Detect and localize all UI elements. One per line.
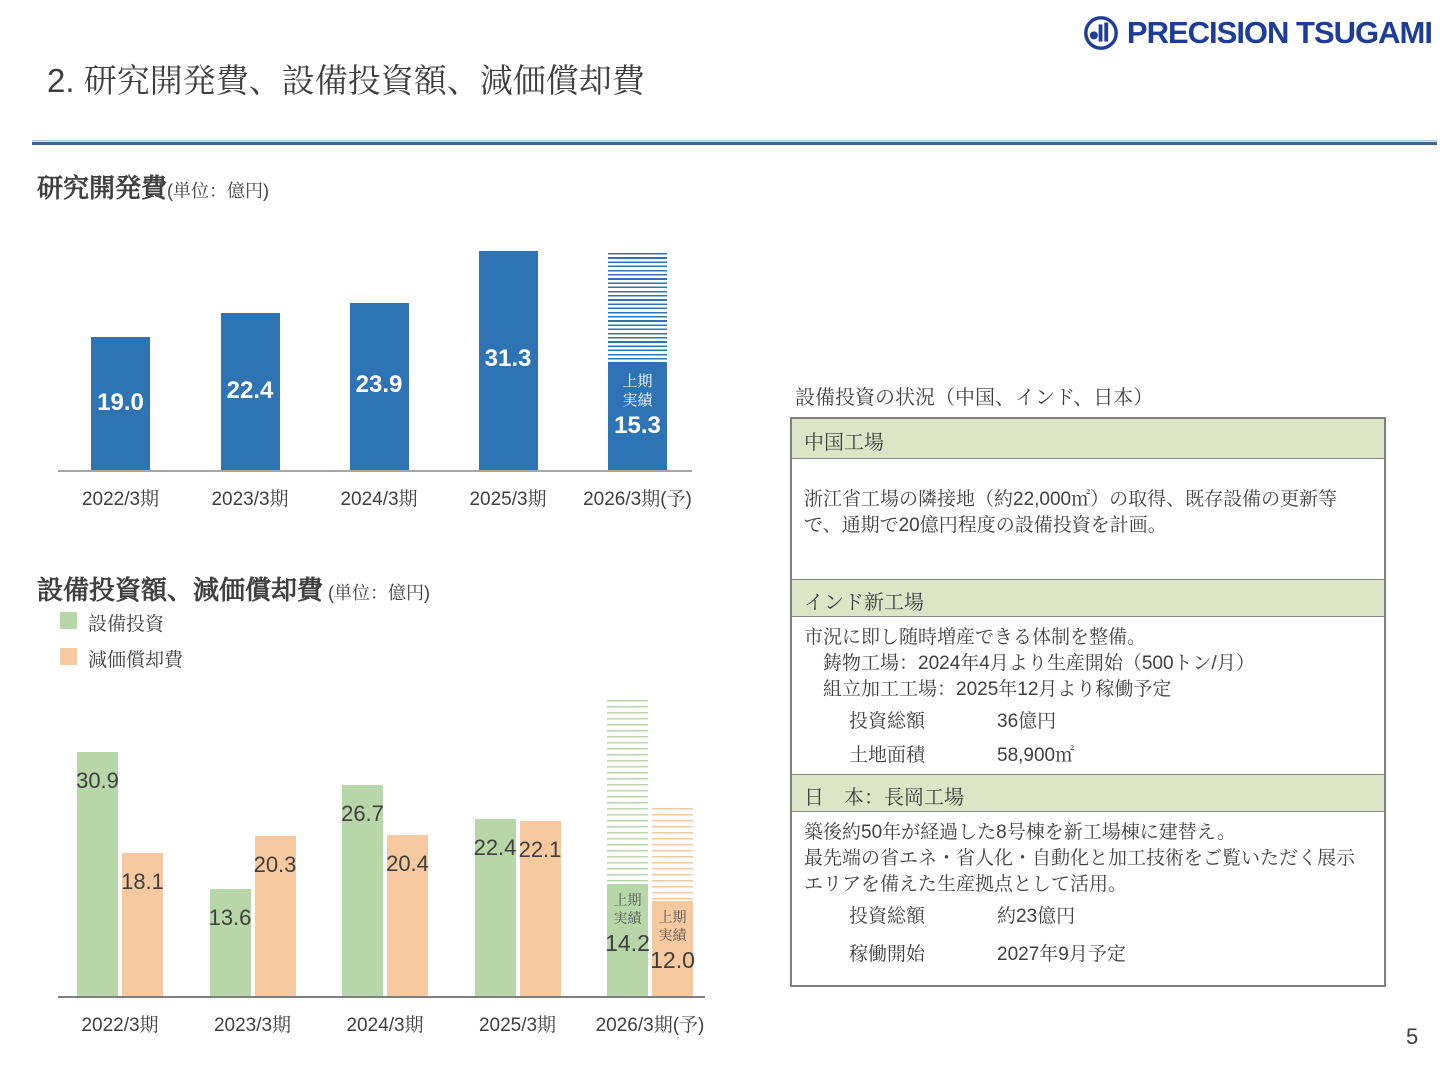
capex-bar-value: 26.7 bbox=[341, 801, 384, 827]
tsugami-mark-icon bbox=[1082, 14, 1120, 52]
capex-chart-axis bbox=[58, 996, 705, 998]
info-row-label: 土地面積 bbox=[849, 745, 926, 766]
capex-chart-unit: (単位：億円) bbox=[323, 583, 431, 603]
rd-chart-axis bbox=[58, 470, 692, 472]
info-paragraph: 最先端の省エネ・省人化・自動化と加工技術をご覧いただく展示エリアを備えた生産拠点として活用。 bbox=[804, 848, 1356, 895]
capex-chart-title: 設備投資額、減価償却費 bbox=[37, 575, 324, 605]
info-row-value: 2027年9月予定 bbox=[997, 944, 1126, 965]
info-row-value: 58,900㎡ bbox=[997, 745, 1075, 766]
legend-swatch-depreciation bbox=[60, 648, 77, 665]
rd-chart-title: 研究開発費 bbox=[37, 173, 168, 203]
rd-chart-heading bbox=[37, 168, 269, 205]
info-row bbox=[849, 942, 1372, 968]
info-section-header-japan: 日 本：長岡工場 bbox=[792, 774, 1384, 812]
info-row-label: 投資総額 bbox=[849, 906, 926, 927]
info-panel bbox=[790, 417, 1386, 987]
info-panel-caption: 設備投資の状況（中国、インド、日本） bbox=[795, 387, 1154, 409]
legend-label-capex: 設備投資 bbox=[88, 614, 165, 635]
info-section-body-china bbox=[792, 459, 1384, 579]
page-title: 2. 研究開発費、設備投資額、減価償却費 bbox=[47, 62, 645, 99]
info-paragraph: 浙江省工場の隣接地（約22,000㎡）の取得、既存設備の更新等で、通期で20億円程度の設備投資を計画。 bbox=[804, 489, 1338, 536]
capex-bar-value: 13.6 bbox=[208, 904, 252, 930]
info-paragraph: 築後約50年が経過した8号棟を新工場棟に建替え。 bbox=[804, 822, 1236, 843]
rd-bar-h1-note: 上期実績 bbox=[622, 372, 653, 409]
rd-x-label: 2025/3期 bbox=[469, 489, 547, 510]
rd-bar-value: 15.3 bbox=[614, 411, 661, 439]
capex-x-label: 2023/3期 bbox=[213, 1015, 292, 1036]
info-row bbox=[849, 743, 1372, 769]
rd-x-label: 2026/3期(予) bbox=[583, 489, 692, 510]
legend-swatch-capex bbox=[60, 612, 77, 629]
page-number: 5 bbox=[1406, 1024, 1419, 1049]
info-section-header-india: インド新工場 bbox=[792, 579, 1384, 617]
depr-bar-value: 20.4 bbox=[386, 850, 429, 876]
depr-bar-forecast-hatch bbox=[652, 808, 693, 901]
info-section-body-india bbox=[792, 617, 1384, 774]
title-underline bbox=[32, 140, 1437, 145]
info-row bbox=[849, 904, 1372, 930]
info-section-header-china: 中国工場 bbox=[792, 419, 1384, 459]
capex-x-label: 2024/3期 bbox=[346, 1015, 424, 1036]
capex-x-label: 2025/3期 bbox=[478, 1015, 557, 1036]
capex-bar-value: 14.2 bbox=[605, 929, 650, 956]
capex-bar-h1-note: 上期実績 bbox=[613, 891, 642, 926]
rd-bar-value: 19.0 bbox=[97, 388, 144, 416]
rd-bar-forecast-hatch bbox=[608, 253, 667, 363]
info-row-value: 36億円 bbox=[997, 711, 1057, 732]
capex-bar-forecast-hatch bbox=[607, 700, 648, 884]
capex-x-label: 2022/3期 bbox=[81, 1015, 159, 1036]
rd-x-label: 2023/3期 bbox=[211, 489, 289, 510]
info-paragraph: 組立加工工場：2025年12月より稼働予定 bbox=[804, 679, 1172, 700]
company-logo bbox=[1082, 14, 1432, 52]
depr-bar-h1-note: 上期実績 bbox=[658, 909, 687, 944]
depr-bar-value: 20.3 bbox=[253, 851, 297, 877]
info-paragraph: 市況に即し随時増産できる体制を整備。 bbox=[804, 627, 1147, 648]
rd-chart-unit: (単位：億円) bbox=[167, 181, 270, 201]
info-row bbox=[849, 709, 1372, 735]
capex-chart-heading bbox=[37, 570, 430, 607]
rd-bar-value: 22.4 bbox=[226, 376, 274, 404]
depr-bar-value: 22.1 bbox=[518, 837, 562, 863]
capex-x-label: 2026/3期(予) bbox=[595, 1015, 705, 1036]
info-row-label: 投資総額 bbox=[849, 711, 926, 732]
info-paragraph: 鋳物工場：2024年4月より生産開始（500トン/月） bbox=[804, 653, 1255, 674]
company-logo-text: PRECISION TSUGAMI bbox=[1126, 15, 1432, 50]
legend-label-depreciation: 減価償却費 bbox=[88, 650, 184, 671]
rd-bar-value: 23.9 bbox=[355, 371, 403, 399]
info-row-value: 約23億円 bbox=[997, 906, 1076, 927]
capex-bar-value: 22.4 bbox=[473, 835, 517, 861]
depr-bar-value: 18.1 bbox=[121, 869, 164, 894]
info-row-label: 稼働開始 bbox=[849, 944, 926, 965]
rd-x-label: 2024/3期 bbox=[340, 489, 418, 510]
info-section-body-japan bbox=[792, 812, 1384, 985]
rd-bar-value: 31.3 bbox=[484, 345, 532, 373]
capex-bar-value: 30.9 bbox=[76, 767, 119, 793]
rd-x-label: 2022/3期 bbox=[81, 489, 160, 510]
depr-bar-value: 12.0 bbox=[650, 947, 695, 974]
